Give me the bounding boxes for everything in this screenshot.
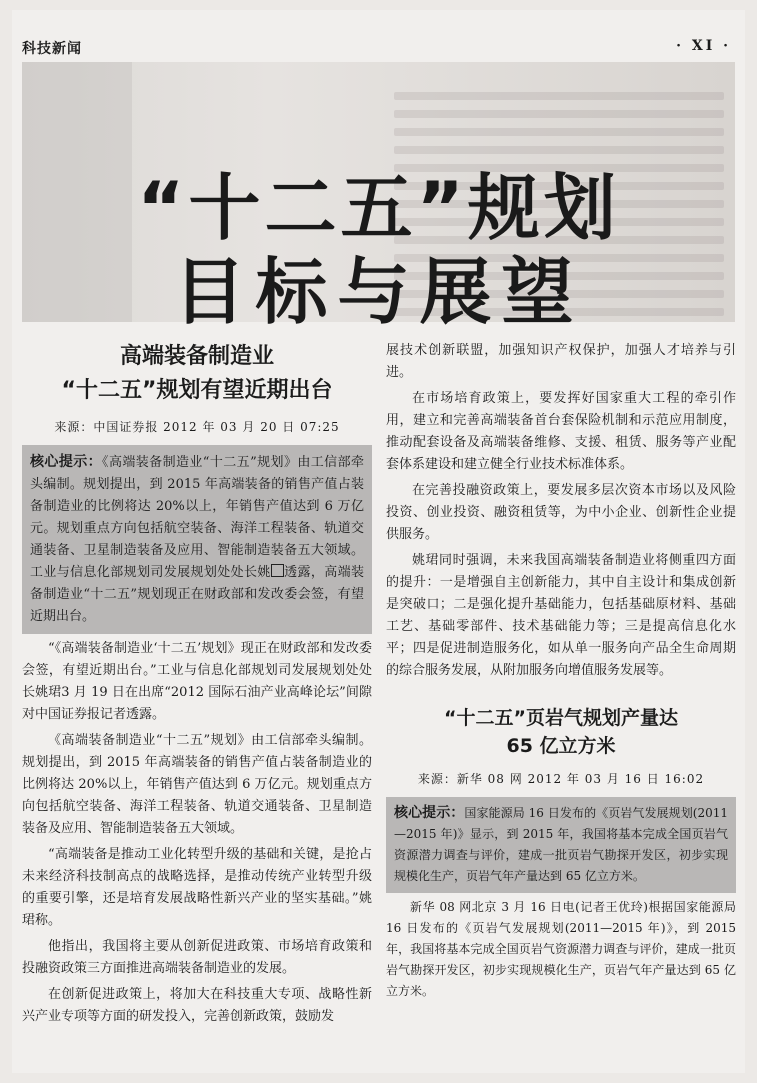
main-title-line1: “十二五”规划 [137,166,620,250]
missing-glyph-box [271,564,284,577]
article2-source: 来源：新华 08 网 2012 年 03 月 16 日 16:02 [417,772,705,786]
main-title-line2: 目标与展望 [173,250,584,334]
highlight-label: 核心提示： [30,454,103,470]
highlight-text: 国家能源局 16 日发布的《页岩气发展规划(2011—2015 年)》显示，到 2015 年，我国将基本完成全国页岩气资源潜力调查与评价，建成一批页岩气勘探开发区，初步实现规模化生产，页岩气年产量达到 65 亿立方米。 [394,806,728,883]
highlight-text-b: 透露，高端装备制造业“十二五”规划现正在财政部和发改委会签，有望近期出台。 [30,565,364,624]
article1-continued-paragraph: 姚珺同时强调，未来我国高端装备制造业将侧重四方面的提升：一是增强自主创新能力，其中自主设计和集成创新是突破口；二是强化提升基础能力，包括基础原材料、基础工艺、基础零部件、技术基础能力等；三是提高信息化水平；四是促进制造服务化，如从单一服务向产品全生命周期的综合服务发展，从附加服务向增值服务发展等。 [386,553,736,678]
page-number: · XI · [676,38,731,54]
article1-highlight [22,445,372,634]
highlight-text-a: 《高端装备制造业“十二五”规划》由工信部牵头编制。规划提出，到 2015 年高端装备的销售产值占装备制造业的比例将达 20%以上，年销售产值达到 6 万亿元。规划重点方向包括航空装备、海洋工程装备、轨道交通装备、卫星制造装备及应用、智能制造装备五大领域。工业与信息化部规划司发展规划处处长姚 [30,455,365,580]
article2-title-line2: 65 亿立方米 [506,735,616,757]
left-column [22,340,372,1028]
article2-highlight [386,797,736,893]
article1-continued-paragraph: 在完善投融资政策上，要发展多层次资本市场以及风险投资、创业投资、融资租赁等，为中小企业、创新性企业提供服务。 [386,483,736,542]
article1-continued-paragraph: 展技术创新联盟，加强知识产权保护，加强人才培养与引进。 [386,343,736,380]
article1-paragraph: 他指出，我国将主要从创新促进政策、市场培育政策和投融资政策三方面推进高端装备制造业的发展。 [22,939,372,976]
article1-paragraph: 在创新促进政策上，将加大在科技重大专项、战略性新兴产业专项等方面的研发投入，完善创新政策，鼓励发 [22,987,372,1024]
article2-title-line1: “十二五”页岩气规划产量达 [444,707,678,729]
article1-source: 来源：中国证券报 2012 年 03 月 20 日 07:25 [54,420,340,434]
article1-title-line2: “十二五”规划有望近期出台 [61,378,333,403]
article1-paragraph: 《高端装备制造业“十二五”规划》由工信部牵头编制。规划提出，到 2015 年高端装备的销售产值占装备制造业的比例将达 20%以上，年销售产值达到 6 万亿元。规划重点方向包括航空装备、海洋工程装备、轨道交通装备、卫星制造装备及应用、智能制造装备五大领域。 [22,733,372,836]
article2 [386,704,736,1002]
section-header: 科技新闻 [22,41,82,57]
article1-title-line1: 高端装备制造业 [119,344,274,369]
article1-paragraph: “高端装备是推动工业化转型升级的基础和关键，是抢占未来经济科技制高点的战略选择，是推动传统产业转型升级的重要引擎，还是培育发展战略性新兴产业的坚实基础。”姚珺称。 [22,847,372,928]
highlight-label: 核心提示： [394,805,465,821]
article1-continued-paragraph: 在市场培育政策上，要发挥好国家重大工程的牵引作用，建立和完善高端装备首台套保险机制和示范应用制度，推动配套设备及高端装备维修、支援、租赁、服务等产业配套体系建设和建立健全行业技术标准体系。 [386,391,736,472]
right-column [386,340,736,1002]
article2-paragraph: 新华 08 网北京 3 月 16 日电(记者王优玲)根据国家能源局 16 日发布的《页岩气发展规划(2011—2015 年)》，到 2015 年，我国将基本完成全国页岩气资源潜力调查与评价，建成一批页岩气勘探开发区，初步实现规模化生产，页岩气年产量达到 65 亿立方米。 [386,900,736,998]
article1-paragraph: “《高端装备制造业‘十二五’规划》现正在财政部和发改委会签，有望近期出台。”工业与信息化部规划司发展规划处处长姚珺3 月 19 日在出席“2012 国际石油产业高峰论坛”间隙对中国证券报记者透露。 [22,641,372,722]
